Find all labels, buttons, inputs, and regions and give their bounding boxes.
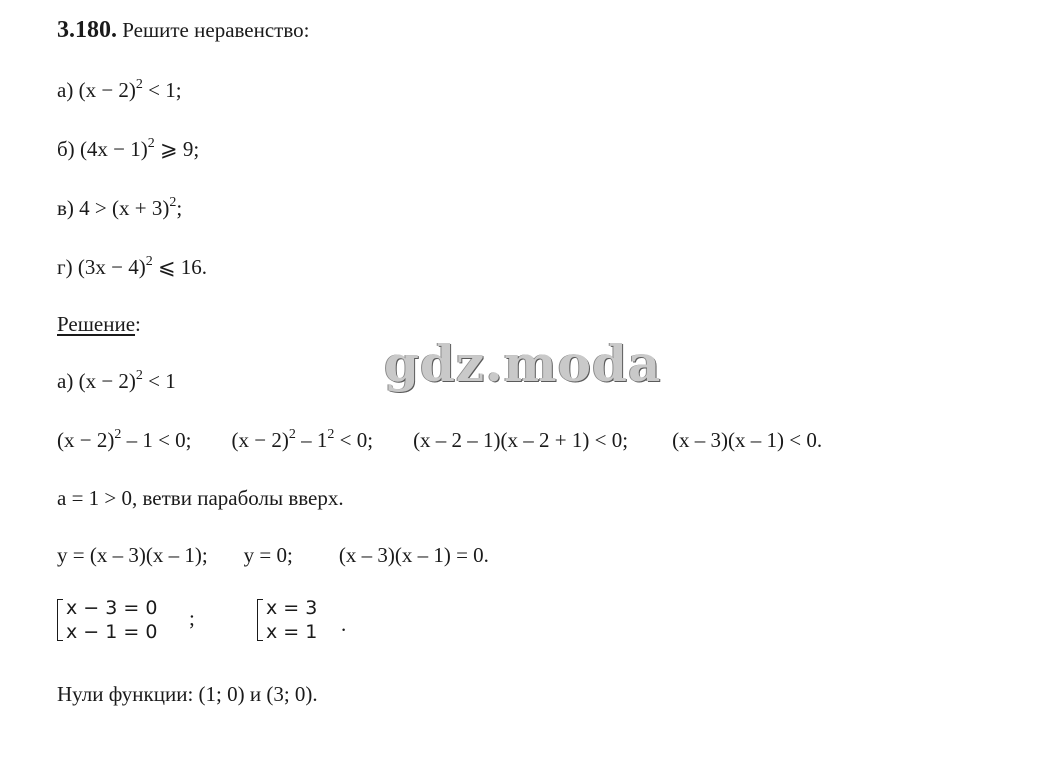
transform-step-3: (x – 2 – 1)(x – 2 + 1) < 0; — [413, 428, 629, 452]
exponent: 2 — [114, 427, 122, 442]
function-line — [57, 541, 489, 569]
expression: (x − 2) — [78, 369, 136, 393]
solution-item-a — [57, 367, 176, 395]
system-row: x − 3 = 0 — [66, 597, 158, 619]
inequality-g — [57, 253, 207, 281]
system-row: x − 1 = 0 — [66, 621, 158, 643]
problem-task: Решите неравенство: — [117, 18, 310, 42]
expression-tail: ; — [176, 196, 183, 220]
item-label: г) — [57, 255, 78, 279]
transform-step-2-mid: – 1 — [295, 428, 328, 452]
system-row: x = 1 — [266, 621, 318, 643]
expression-tail: < 1 — [142, 369, 176, 393]
exponent: 2 — [327, 427, 335, 442]
inequality-b — [57, 135, 199, 163]
transform-step-1-tail: – 1 < 0; — [121, 428, 192, 452]
expression-tail: ⩽ 16. — [152, 255, 208, 279]
inequality-a — [57, 76, 182, 104]
expression-tail: ⩾ 9; — [154, 137, 200, 161]
item-label: б) — [57, 137, 80, 161]
inequality-v — [57, 194, 182, 222]
item-label: а) — [57, 369, 79, 393]
expression: (3x − 4) — [77, 255, 146, 279]
exponent: 2 — [147, 136, 155, 151]
exponent: 2 — [288, 427, 296, 442]
expression: 4 > (x + 3) — [79, 196, 170, 220]
solution-heading — [57, 310, 141, 338]
item-label: в) — [57, 196, 80, 220]
exponent: 2 — [135, 368, 143, 383]
item-label: а) — [57, 78, 79, 102]
transform-step-4: (x – 3)(x – 1) < 0. — [672, 428, 823, 452]
expression: (4x − 1) — [79, 137, 148, 161]
zeros-line: Нули функции: (1; 0) и (3; 0). — [57, 682, 318, 706]
solution-heading-text: Решение — [57, 312, 136, 336]
problem-header — [57, 16, 309, 44]
solution-heading-colon: : — [135, 312, 141, 336]
equation-system-2 — [257, 596, 317, 644]
system-separator: ; — [189, 606, 195, 630]
transform-step-1: (x − 2) — [57, 428, 115, 452]
system-end-dot: . — [341, 612, 347, 636]
expression: (x − 2) — [78, 78, 136, 102]
expression-tail: < 1; — [142, 78, 182, 102]
function-definition: y = (x – 3)(x – 1); — [57, 543, 208, 567]
exponent: 2 — [135, 77, 143, 92]
function-equation: (x – 3)(x – 1) = 0. — [338, 543, 489, 567]
equation-system-1 — [57, 596, 157, 644]
transform-line — [57, 426, 822, 454]
exponent: 2 — [145, 254, 153, 269]
system-row: x = 3 — [266, 597, 318, 619]
watermark-logo: gdz.moda — [384, 334, 662, 393]
problem-number: 3.180. — [57, 17, 117, 43]
coefficient-line: a = 1 > 0, ветви параболы вверх. — [57, 486, 344, 510]
transform-step-2-tail: < 0; — [334, 428, 374, 452]
transform-step-2: (x − 2) — [231, 428, 289, 452]
function-zero-condition: y = 0; — [243, 543, 293, 567]
exponent: 2 — [169, 195, 177, 210]
